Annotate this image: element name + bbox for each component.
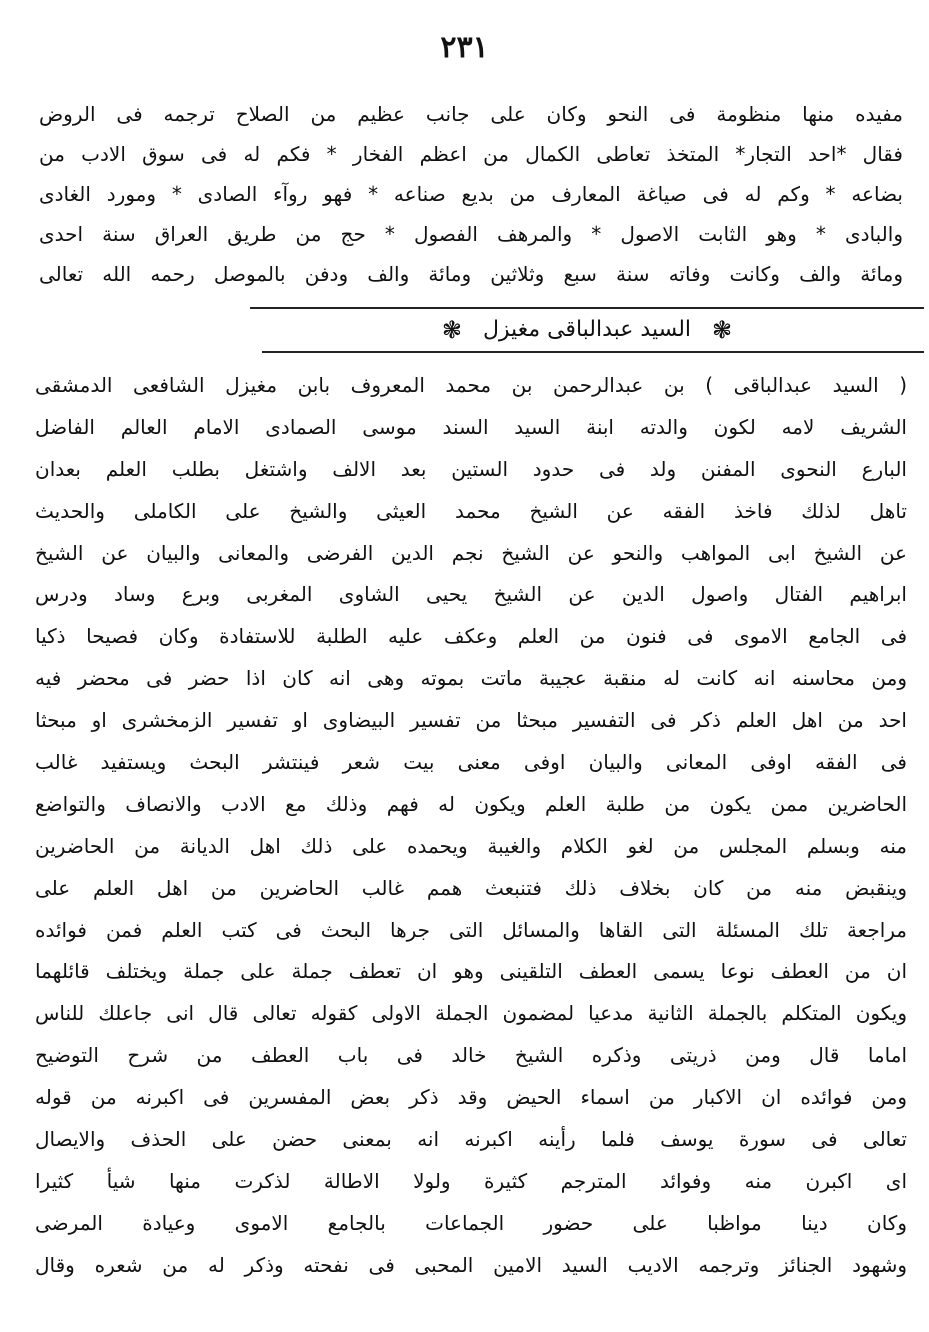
divider-bottom — [262, 351, 924, 353]
section-title: السيد عبدالباقى مغيزل — [482, 317, 692, 342]
text-line: ابراهيم الفتال واصول الدين عن الشيخ يحيى الشاوى المغربى وبرع وساد ودرس — [35, 582, 907, 607]
text-line: وشهود الجنائز وترجمه الاديب السيد الامين المحبى فى نفحته وذكر له من شعره وقال — [35, 1252, 907, 1277]
text-line: ( السيد عبدالباقى ) بن عبدالرحمن بن محمد المعروف بابن مغيزل الشافعى الدمشقى — [35, 373, 907, 397]
text-line: ان من العطف نوعا يسمى العطف التلقينى وهو ان تعطف جملة على جملة ويختلف قائلهما — [35, 959, 907, 984]
text-line: احد من اهل العلم ذكر فى التفسير مبحثا من تفسير البيضاوى او تفسير الزمخشرى او مبحثا — [35, 708, 907, 733]
text-line: ومن فوائده ان الاكبار من اسماء الحيض وقد ذكر بعض المفسرين فى اكبرنه من قوله — [35, 1085, 907, 1110]
section-heading — [250, 312, 924, 348]
text-line: الشريف لامه لكون والدته ابنة السيد السند موسى الصمادى الامام العالم الفاضل — [35, 414, 907, 439]
text-line: البارع النحوى المفنن ولد فى حدود الستين بعد الالف واشتغل بطلب العلم بعدان — [35, 456, 907, 481]
text-line: تاهل لذلك فاخذ الفقه عن الشيخ محمد العيثى والشيخ على الكاملى والحديث — [35, 498, 907, 523]
text-line: فى الفقه اوفى المعانى والبيان اوفى معنى بيت شعر فينتشر البحث ويستفيد غالب — [35, 750, 907, 775]
ornament-left-icon: ❃ — [441, 316, 462, 344]
text-line: فقال *احد التجار* المتخذ تعاطى الكمال من اعظم الفخار * فكم له فى سوق الادب من — [39, 142, 903, 166]
text-line: منه وبسلم المجلس من لغو الكلام والغيبة ويحمده على ذلك اهل الديانة من الحاضرين — [35, 833, 907, 858]
top-paragraph — [39, 94, 903, 294]
text-line: ومائة والف وكانت وفاته سنة سبع وثلاثين ومائة والف ودفن بالموصل رحمه الله تعالى — [39, 262, 903, 286]
text-line: فى الجامع الاموى فى فنون من العلم وعكف عليه الطلبة للاستفادة وكان فصيحا ذكيا — [35, 624, 907, 649]
text-line: ويكون المتكلم بالجملة الثانية مدعيا لمضمون الجملة الاولى كقوله تعالى قال انى جاعلك للناس — [35, 1001, 907, 1026]
text-line: وينقبض منه من كان بخلاف ذلك فتنبعث همم غالب الحاضرين من اهل العلم على — [35, 875, 907, 900]
text-line: اى اكبرن منه وفوائد المترجم كثيرة ولولا الاطالة لذكرت منها شيأ كثيرا — [35, 1168, 907, 1193]
text-line: اماما قال ومن ذريتى وذكره الشيخ خالد فى باب العطف من شرح التوضيح — [35, 1043, 907, 1068]
text-line: تعالى فى سورة يوسف فلما رأينه اكبرنه انه بمعنى حضن على الحذف والايصال — [35, 1127, 907, 1152]
text-line: ومن محاسنه انه كانت له منقبة عجيبة ماتت بموته وهى انه كان اذا حضر فى محضر فيه — [35, 666, 907, 691]
divider-top — [250, 307, 924, 309]
text-line: وكان دينا مواظبا على حضور الجماعات بالجامع الاموى وعيادة المرضى — [35, 1210, 907, 1235]
page-number: ٢٣١ — [440, 30, 489, 65]
text-line: والبادى * وهو الثابت الاصول * والمرهف الفصول * حج من طريق العراق سنة احدى — [39, 222, 903, 246]
text-line: بضاعه * وكم له فى صياغة المعارف من بديع صناعه * فهو روآء الصادى * ومورد الغادى — [39, 182, 903, 206]
text-line: مراجعة تلك المسئلة التى القاها والمسائل التى جرها البحث فى كتب العلم فمن فوائده — [35, 917, 907, 942]
ornament-right-icon: ❃ — [712, 316, 733, 344]
text-line: مفيده منها منظومة فى النحو وكان على جانب عظيم من الصلاح ترجمه فى الروض — [39, 102, 903, 126]
body-paragraph — [35, 365, 907, 1287]
text-line: عن الشيخ ابى المواهب والنحو عن الشيخ نجم الدين الفرضى والمعانى والبيان عن الشيخ — [35, 540, 907, 565]
text-line: الحاضرين ممن يكون من طلبة العلم ويكون له فهم وذلك مع الادب والانصاف والتواضع — [35, 791, 907, 816]
